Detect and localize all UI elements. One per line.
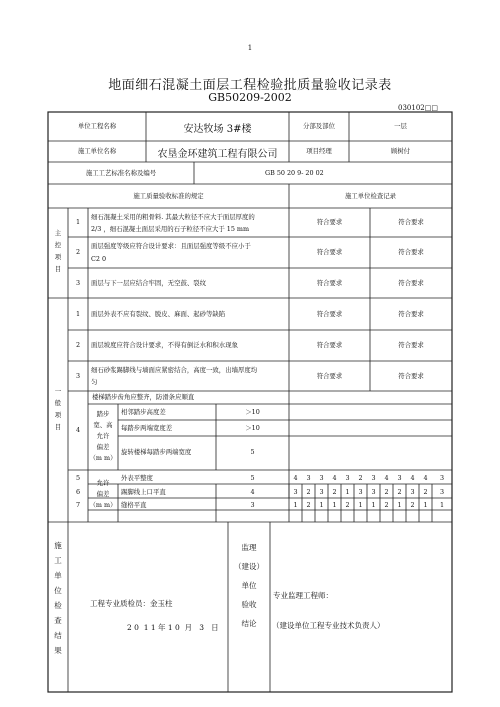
standard-code: GB50209-2002 xyxy=(208,91,292,104)
general-item-no: 2 xyxy=(75,341,81,349)
measure-cell: 4 xyxy=(384,474,389,482)
general-item-text: 细石砂浆踢脚线与墙面应紧密结合，高度一致，出墙厚度均 xyxy=(91,366,258,374)
general-label: 一 般 项 目 xyxy=(54,387,62,431)
measure-cell: 2 xyxy=(397,488,402,496)
record-result: 符合要求 xyxy=(316,372,343,380)
record-result: 符合要求 xyxy=(398,279,424,287)
record-result: 符合要求 xyxy=(316,341,343,349)
stair-row-value: ＞10 xyxy=(245,408,260,416)
main-item-text: 面层与下一层应结合牢固，无空鼓、裂纹 xyxy=(91,279,207,287)
check-result-label: 施 工 单 位 检 查 结 果 xyxy=(54,541,62,655)
measure-cell: 2 xyxy=(332,488,337,496)
record-result: 符合要求 xyxy=(398,341,424,349)
record-result: 符合要求 xyxy=(316,218,343,226)
measured-text: 外表平整度 xyxy=(121,474,153,482)
measure-cell: 1 xyxy=(358,501,363,509)
construction-unit-label: 施工单位名称 xyxy=(77,147,117,155)
measure-cell: 3 xyxy=(293,488,298,496)
measured-text: 踢脚线上口平直 xyxy=(121,488,166,496)
general-item-text: 面层外表不应有裂纹、脱皮、麻面、起砂等缺陷 xyxy=(91,310,226,318)
page-title: 地面细石混凝土面层工程检验批质量验收记录表 xyxy=(108,78,392,93)
stair-row-value: ＞10 xyxy=(245,424,260,432)
record-result: 符合要求 xyxy=(316,310,343,318)
general-item-text: 面层坡度应符合设计要求，不得有倒泛水和积水现象 xyxy=(91,341,238,349)
stair-row-text: 相邻踏步高度差 xyxy=(121,408,166,416)
main-item-no: 2 xyxy=(75,248,81,256)
manager-value: 顾树付 xyxy=(390,147,411,155)
main-item-text: 面层强度等级应符合设计要求：且面层强度等级不应小于 xyxy=(91,242,251,250)
measure-cell: 1 xyxy=(345,488,350,496)
measure-cell: 1 xyxy=(371,501,376,509)
measure-cell: 3 xyxy=(439,488,445,496)
measure-cell: 3 xyxy=(358,488,363,496)
general-item-no: 7 xyxy=(75,501,81,509)
measured-value: 5 xyxy=(250,474,255,482)
general-item-no: 5 xyxy=(75,474,81,482)
measure-cell: 2 xyxy=(306,488,311,496)
manager-label: 项目经理 xyxy=(306,147,332,155)
measure-cell: 2 xyxy=(410,501,415,509)
measure-cell: 1 xyxy=(423,501,428,509)
general-item-no: 1 xyxy=(75,310,81,318)
measure-cell: 2 xyxy=(384,501,389,509)
measure-cell: 1 xyxy=(439,501,445,509)
record-result: 符合要求 xyxy=(398,218,424,226)
measure-cell: 3 xyxy=(345,474,350,482)
measure-cell: 2 xyxy=(306,501,311,509)
check-date: 2 0 1 1 年 1 0 月 3 日 xyxy=(127,623,219,632)
measured-text: 缝格平直 xyxy=(121,501,147,509)
main-item-text: 细石混凝土采用的粗骨料. 其最大粒径不应大于面层厚度的 xyxy=(91,213,255,221)
stair-head-text: 楼梯踏步齿角应整齐，防滑条应顺直 xyxy=(92,393,195,401)
inspector: 工程专业质检员：金玉柱 xyxy=(90,599,173,608)
measure-cell: 3 xyxy=(397,474,402,482)
measure-cell: 2 xyxy=(345,501,350,509)
measure-cell: 1 xyxy=(332,501,337,509)
record-header: 施工单位检查记录 xyxy=(344,192,397,200)
acceptance-label: 监理 （建设） 单位 验收 结论 xyxy=(234,543,264,628)
measure-cell: 1 xyxy=(319,501,324,509)
spec-header: 施工质量验收标准的规定 xyxy=(133,192,204,200)
main-item-text: 2/3 ，细石混凝土面层采用的石子粒径不应大于 15 mm xyxy=(91,225,250,233)
supervisor: 专业监理工程师： xyxy=(273,591,333,600)
measure-cell: 2 xyxy=(384,488,389,496)
measured-value: 3 xyxy=(250,501,255,509)
general-item-text: 匀 xyxy=(91,378,98,386)
measure-cell: 1 xyxy=(293,501,298,509)
unit-project-value: 安达牧场 3#楼 xyxy=(183,124,252,135)
sub-project-value: 一层 xyxy=(394,122,407,130)
unit-project-label: 单位工程名称 xyxy=(77,122,117,130)
construction-unit-value: 农垦金环建筑工程有限公司 xyxy=(157,149,278,160)
measure-cell: 2 xyxy=(423,488,428,496)
measure-cell: 3 xyxy=(306,474,311,482)
main-item-text: C2 0 xyxy=(91,255,107,263)
tolerance-label: 允许 偏差 （m m） xyxy=(89,479,117,509)
measure-cell: 3 xyxy=(371,488,376,496)
page-number: 1 xyxy=(247,44,253,52)
measure-cell: 4 xyxy=(293,474,298,482)
measure-cell: 3 xyxy=(371,474,376,482)
record-result: 符合要求 xyxy=(398,310,424,318)
form-code: 030102□□ xyxy=(398,104,438,112)
measure-cell: 3 xyxy=(319,488,324,496)
measured-value: 4 xyxy=(250,488,255,496)
measure-cell: 3 xyxy=(319,474,324,482)
stair-row-text: 每踏步两端宽度差 xyxy=(121,424,173,432)
record-result: 符合要求 xyxy=(316,248,343,256)
stair-row-text: 旋转楼梯每踏步两端宽度 xyxy=(121,448,192,456)
owner-representative: （建设单位工程专业技术负责人） xyxy=(272,621,385,630)
measure-cell: 4 xyxy=(423,474,428,482)
measure-cell: 4 xyxy=(410,474,415,482)
main-item-no: 3 xyxy=(75,279,81,287)
measure-cell: 4 xyxy=(332,474,337,482)
stair-tolerance-label: 踏步 宽、高 允许 偏差 （m m） xyxy=(89,410,117,462)
standard-value: GB 50 20 9- 20 02 xyxy=(265,169,324,177)
sub-project-label: 分部及部位 xyxy=(303,122,335,130)
record-result: 符合要求 xyxy=(316,279,343,287)
main-item-no: 1 xyxy=(75,218,81,226)
standard-label: 施工工艺标准名称及编号 xyxy=(85,169,157,177)
measure-cell: 3 xyxy=(410,488,415,496)
measure-cell: 1 xyxy=(397,501,402,509)
measure-cell: 3 xyxy=(439,474,445,482)
main-control-label: 主 控 项 目 xyxy=(54,229,62,273)
general-item-no: 4 xyxy=(75,426,81,434)
general-item-no: 6 xyxy=(75,488,81,496)
general-item-no: 3 xyxy=(75,372,81,380)
record-result: 符合要求 xyxy=(398,248,424,256)
stair-row-value: 5 xyxy=(250,448,255,456)
measure-cell: 2 xyxy=(358,474,363,482)
record-result: 符合要求 xyxy=(398,372,424,380)
